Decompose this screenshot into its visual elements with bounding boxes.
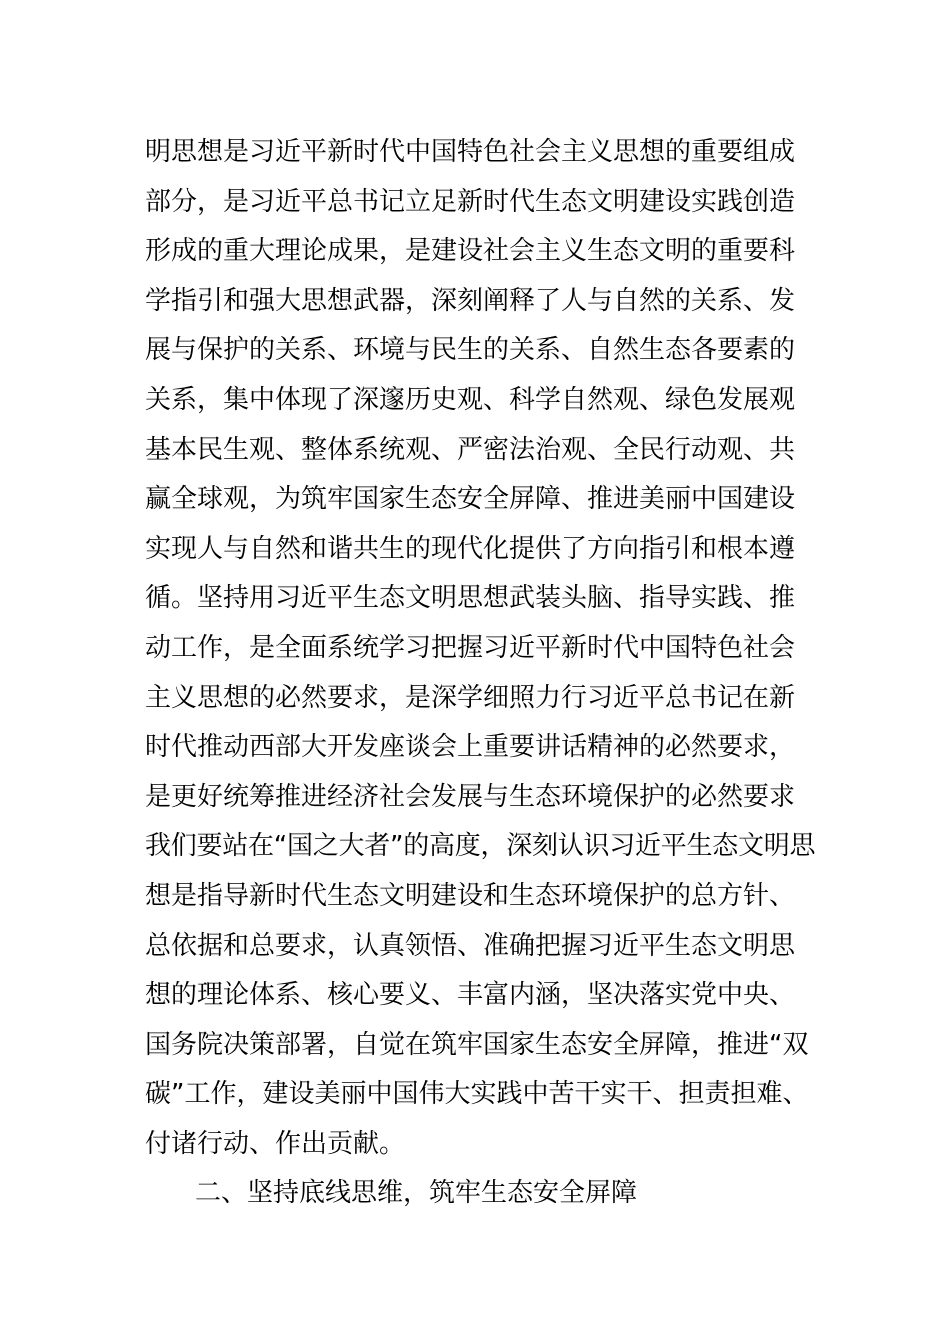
text-line-2: 部分，是习近平总书记立足新时代生态文明建设实践创造 xyxy=(145,186,796,217)
text-line-7: 基本民生观、整体系统观、严密法治观、全民行动观、共 xyxy=(145,434,796,465)
text-line-15: 我们要站在“国之大者”的高度，深刻认识习近平生态文明思 xyxy=(145,831,816,862)
text-line-16: 想是指导新时代生态文明建设和生态环境保护的总方针、 xyxy=(145,880,796,911)
text-line-6: 关系，集中体现了深邃历史观、科学自然观、绿色发展观 xyxy=(145,384,796,415)
text-line-14: 是更好统筹推进经济社会发展与生态环境保护的必然要求 xyxy=(145,781,796,812)
text-line-20: 碳”工作，建设美丽中国伟大实践中苦干实干、担责担难、 xyxy=(145,1079,809,1110)
section-heading: 二、坚持底线思维，筑牢生态安全屏障 xyxy=(195,1178,638,1209)
text-line-18: 想的理论体系、核心要义、丰富内涵，坚决落实党中央、 xyxy=(145,980,796,1011)
text-line-21: 付诸行动、作出贡献。 xyxy=(145,1128,406,1159)
text-line-1: 明思想是习近平新时代中国特色社会主义思想的重要组成 xyxy=(145,137,796,167)
text-line-8: 赢全球观，为筑牢国家生态安全屏障、推进美丽中国建设 xyxy=(145,484,796,515)
text-line-13: 时代推动西部大开发座谈会上重要讲话精神的必然要求， xyxy=(145,732,796,763)
text-line-17: 总依据和总要求，认真领悟、准确把握习近平生态文明思 xyxy=(145,930,796,961)
text-line-12: 主义思想的必然要求，是深学细照力行习近平总书记在新 xyxy=(145,682,796,713)
text-line-5: 展与保护的关系、环境与民生的关系、自然生态各要素的 xyxy=(145,335,796,366)
text-line-9: 实现人与自然和谐共生的现代化提供了方向指引和根本遵 xyxy=(145,533,796,564)
text-line-19: 国务院决策部署，自觉在筑牢国家生态安全屏障，推进“双 xyxy=(145,1029,809,1060)
text-line-3: 形成的重大理论成果，是建设社会主义生态文明的重要科 xyxy=(145,236,796,267)
text-line-11: 动工作，是全面系统学习把握习近平新时代中国特色社会 xyxy=(145,632,796,663)
text-line-4: 学指引和强大思想武器，深刻阐释了人与自然的关系、发 xyxy=(145,285,796,316)
body-text xyxy=(145,128,815,1219)
text-line-10: 循。坚持用习近平生态文明思想武装头脑、指导实践、推 xyxy=(145,583,796,614)
